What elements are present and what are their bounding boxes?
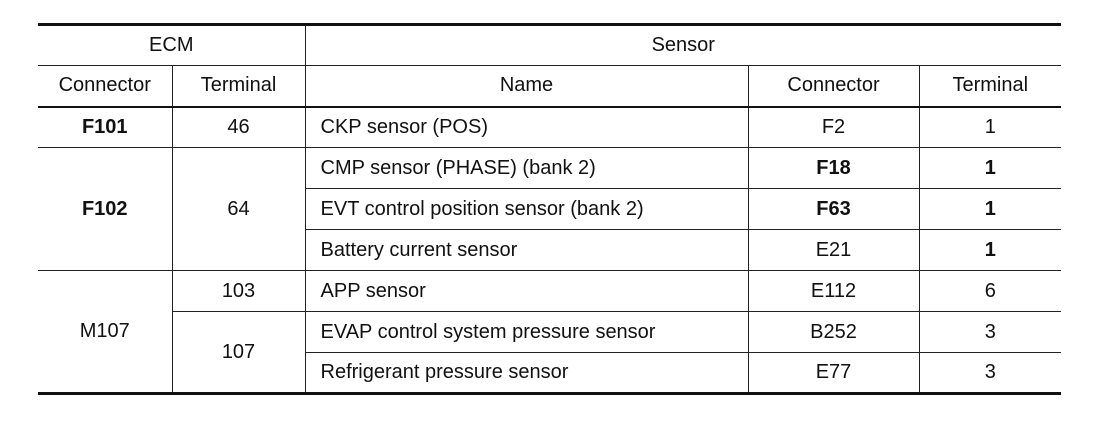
header-sensor-name: Name	[305, 66, 748, 107]
table-row	[38, 271, 1061, 312]
table-row	[38, 107, 1061, 148]
sensor-terminal-cell: 1	[919, 189, 1061, 230]
ecm-terminal-cell: 107	[172, 312, 305, 394]
ecm-connector-cell: F102	[38, 148, 172, 271]
ecm-connector-cell: M107	[38, 271, 172, 394]
header-sensor-connector: Connector	[748, 66, 919, 107]
sensor-connector-cell: F63	[748, 189, 919, 230]
sensor-name-cell: EVT control position sensor (bank 2)	[305, 189, 748, 230]
table-row	[38, 312, 1061, 353]
ecm-terminal-cell: 46	[172, 107, 305, 148]
ecm-terminal-cell: 64	[172, 148, 305, 271]
sensor-connector-cell: F2	[748, 107, 919, 148]
header-sensor-terminal: Terminal	[919, 66, 1061, 107]
sensor-terminal-cell: 1	[919, 230, 1061, 271]
sensor-name-cell: EVAP control system pressure sensor	[305, 312, 748, 353]
sensor-name-cell: APP sensor	[305, 271, 748, 312]
sensor-name-cell: CKP sensor (POS)	[305, 107, 748, 148]
sensor-terminal-cell: 6	[919, 271, 1061, 312]
ecm-connector-cell: F101	[38, 107, 172, 148]
header-row-columns	[38, 66, 1061, 107]
header-ecm-connector: Connector	[38, 66, 172, 107]
sensor-connector-cell: E77	[748, 353, 919, 394]
table-row	[38, 148, 1061, 189]
header-row-groups	[38, 25, 1061, 66]
sensor-connector-cell: B252	[748, 312, 919, 353]
ecm-terminal-cell: 103	[172, 271, 305, 312]
sensor-terminal-cell: 3	[919, 353, 1061, 394]
sensor-connector-cell: E112	[748, 271, 919, 312]
sensor-name-cell: Battery current sensor	[305, 230, 748, 271]
sensor-name-cell: Refrigerant pressure sensor	[305, 353, 748, 394]
header-ecm-terminal: Terminal	[172, 66, 305, 107]
header-sensor: Sensor	[305, 25, 1061, 66]
sensor-terminal-cell: 3	[919, 312, 1061, 353]
ecm-sensor-table	[38, 23, 1061, 395]
header-ecm: ECM	[38, 25, 305, 66]
sensor-terminal-cell: 1	[919, 107, 1061, 148]
sensor-connector-cell: F18	[748, 148, 919, 189]
sensor-name-cell: CMP sensor (PHASE) (bank 2)	[305, 148, 748, 189]
sensor-connector-cell: E21	[748, 230, 919, 271]
sensor-terminal-cell: 1	[919, 148, 1061, 189]
